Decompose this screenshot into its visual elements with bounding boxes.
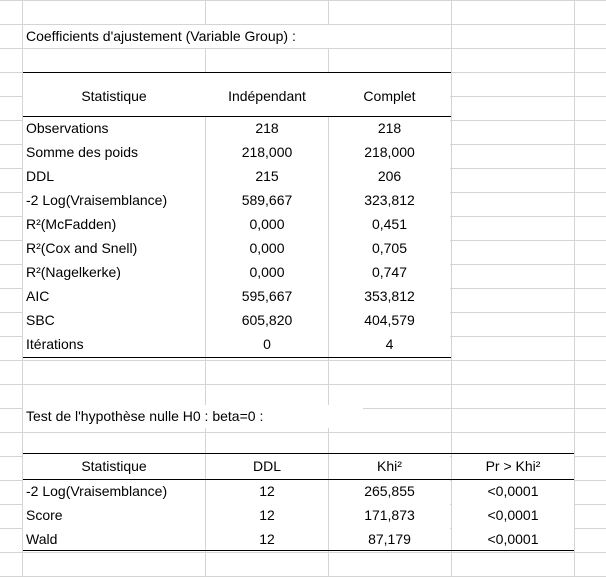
fit-cell-value[interactable]: 218,000 bbox=[206, 141, 328, 164]
fit-cell-value[interactable]: 0,000 bbox=[206, 237, 328, 260]
fit-cell-value[interactable]: 206 bbox=[329, 165, 450, 188]
test-cell-value[interactable]: 12 bbox=[206, 504, 328, 527]
grid-row-line bbox=[0, 360, 606, 361]
grid-row-line bbox=[0, 552, 606, 553]
test-table-title[interactable]: Test de l'hypothèse nulle H0 : beta=0 : bbox=[23, 405, 363, 428]
test-cell-value[interactable]: <0,0001 bbox=[452, 504, 574, 527]
table-top-border bbox=[23, 72, 451, 73]
fit-cell-value[interactable]: 218 bbox=[329, 117, 450, 140]
fit-row-label[interactable]: SBC bbox=[23, 309, 205, 332]
fit-row-label[interactable]: Somme des poids bbox=[23, 141, 205, 164]
test-cell-value[interactable]: 87,179 bbox=[329, 528, 450, 551]
fit-cell-value[interactable]: 218,000 bbox=[329, 141, 450, 164]
fit-cell-value[interactable]: 323,812 bbox=[329, 189, 450, 212]
test-cell-value[interactable]: 12 bbox=[206, 528, 328, 551]
table-bottom-border bbox=[23, 550, 574, 551]
fit-cell-value[interactable]: 0,705 bbox=[329, 237, 450, 260]
fit-cell-value[interactable]: 4 bbox=[329, 333, 450, 356]
fit-cell-value[interactable]: 215 bbox=[206, 165, 328, 188]
fit-header-1[interactable]: Indépendant bbox=[206, 84, 328, 108]
grid-row-line bbox=[0, 48, 606, 49]
grid-row-line bbox=[0, 384, 606, 385]
test-header-3[interactable]: Pr > Khi² bbox=[452, 455, 574, 478]
grid-row-line bbox=[0, 0, 606, 1]
test-cell-value[interactable]: 171,873 bbox=[329, 504, 450, 527]
test-cell-value[interactable]: 12 bbox=[206, 480, 328, 503]
fit-cell-value[interactable]: 218 bbox=[206, 117, 328, 140]
fit-cell-value[interactable]: 595,667 bbox=[206, 285, 328, 308]
fit-cell-value[interactable]: 605,820 bbox=[206, 309, 328, 332]
fit-cell-value[interactable]: 0,451 bbox=[329, 213, 450, 236]
fit-cell-value[interactable]: 0,747 bbox=[329, 261, 450, 284]
fit-row-label[interactable]: R²(McFadden) bbox=[23, 213, 205, 236]
fit-row-label[interactable]: -2 Log(Vraisemblance) bbox=[23, 189, 205, 212]
test-cell-value[interactable]: <0,0001 bbox=[452, 480, 574, 503]
table-bottom-border bbox=[23, 357, 451, 358]
fit-cell-value[interactable]: 0,000 bbox=[206, 213, 328, 236]
fit-cell-value[interactable]: 353,812 bbox=[329, 285, 450, 308]
grid-row-line bbox=[0, 432, 606, 433]
test-row-label[interactable]: -2 Log(Vraisemblance) bbox=[23, 480, 205, 503]
fit-header-2[interactable]: Complet bbox=[329, 84, 450, 108]
test-cell-value[interactable]: 265,855 bbox=[329, 480, 450, 503]
fit-row-label[interactable]: DDL bbox=[23, 165, 205, 188]
test-header-1[interactable]: DDL bbox=[206, 455, 328, 478]
table-top-border bbox=[23, 453, 574, 454]
fit-table-title[interactable]: Coefficients d'ajustement (Variable Group) : bbox=[23, 25, 363, 48]
fit-row-label[interactable]: R²(Nagelkerke) bbox=[23, 261, 205, 284]
fit-row-label[interactable]: R²(Cox and Snell) bbox=[23, 237, 205, 260]
fit-row-label[interactable]: Itérations bbox=[23, 333, 205, 356]
fit-cell-value[interactable]: 589,667 bbox=[206, 189, 328, 212]
test-header-2[interactable]: Khi² bbox=[329, 455, 450, 478]
test-row-label[interactable]: Wald bbox=[23, 528, 205, 551]
fit-cell-value[interactable]: 0,000 bbox=[206, 261, 328, 284]
fit-cell-value[interactable]: 0 bbox=[206, 333, 328, 356]
fit-header-0[interactable]: Statistique bbox=[23, 84, 205, 108]
test-row-label[interactable]: Score bbox=[23, 504, 205, 527]
fit-row-label[interactable]: Observations bbox=[23, 117, 205, 140]
fit-cell-value[interactable]: 404,579 bbox=[329, 309, 450, 332]
test-cell-value[interactable]: <0,0001 bbox=[452, 528, 574, 551]
test-header-0[interactable]: Statistique bbox=[23, 455, 205, 478]
fit-row-label[interactable]: AIC bbox=[23, 285, 205, 308]
